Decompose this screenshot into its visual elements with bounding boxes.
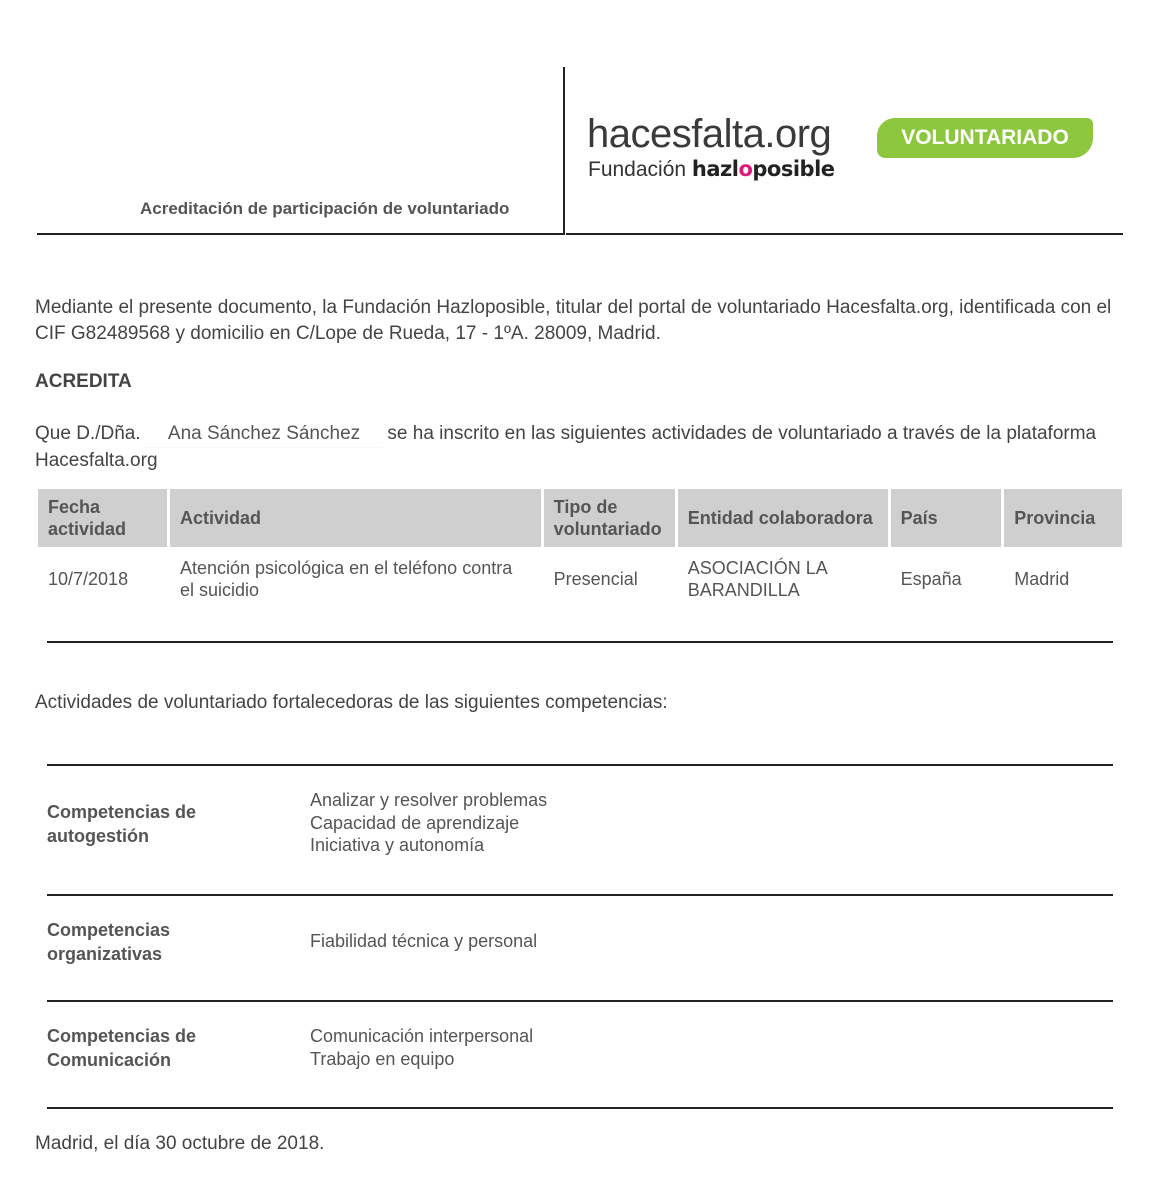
column-header: País [891, 489, 1002, 547]
intro-paragraph: Mediante el presente documento, la Fundación Hazloposible, titular del portal de voluntariado Hacesfalta.org, identificada con el CIF G82489568 y domicilio en C/Lope de Rueda, 17 - 1ºA. 28009, Madrid. [35, 297, 1112, 344]
table-bottom-rule [47, 641, 1113, 643]
competency-values [310, 930, 537, 953]
volunteer-name: Ana Sánchez Sánchez [146, 421, 382, 448]
competency-item: Capacidad de aprendizaje [310, 812, 520, 833]
competency-values [310, 1025, 533, 1070]
competency-label: Competencias de Comunicación [47, 1026, 197, 1070]
competency-label: Competencias de autogestión [47, 802, 197, 846]
column-header: Tipo de voluntariado [544, 489, 675, 547]
cell-entidad: ASOCIACIÓN LA BARANDILLA [687, 558, 827, 600]
hacesfalta-logo: hacesfalta.org [587, 112, 832, 156]
competencies-intro: Actividades de voluntariado fortalecedoras de las siguientes competencias: [35, 692, 668, 713]
competency-item: Analizar y resolver problemas [310, 790, 548, 810]
fundacion-prefix: Fundación [588, 158, 692, 181]
activities-header-row [38, 489, 1122, 547]
header-rule-right [566, 233, 1123, 235]
document-title: Acreditación de participación de voluntariado [140, 199, 510, 218]
cell-provincia: Madrid [1014, 569, 1070, 589]
competencies-rule [47, 1000, 1113, 1002]
competency-item: Trabajo en equipo [310, 1048, 455, 1069]
cell-actividad: Atención psicológica en el teléfono contra el suicidio [180, 558, 513, 600]
competency-item: Fiabilidad técnica y personal [310, 931, 538, 951]
competency-values [310, 789, 547, 857]
competency-item: Comunicación interpersonal [310, 1026, 534, 1046]
cell-tipo: Presencial [553, 569, 638, 589]
column-header: Provincia [1004, 489, 1122, 547]
cell-pais: España [900, 569, 962, 589]
competencies-rule [47, 894, 1113, 896]
column-header: Entidad colaboradora [678, 489, 888, 547]
cell-fecha: 10/7/2018 [48, 569, 129, 589]
voluntariado-badge: VOLUNTARIADO [877, 118, 1093, 158]
activities-table [35, 489, 1125, 611]
volunteer-statement [35, 421, 1125, 474]
fundacion-logo [588, 157, 835, 182]
table-row [38, 547, 1122, 611]
competencies-bottom-rule [47, 1107, 1113, 1109]
competencies-rule [47, 764, 1113, 766]
footer-date: Madrid, el día 30 octubre de 2018. [35, 1133, 325, 1154]
statement-suffix: se ha inscrito en las siguientes actividades de voluntariado a través de la plataforma Hacesfalta.org [35, 423, 1097, 471]
header-rule-left [37, 233, 564, 235]
competency-label: Competencias organizativas [47, 920, 171, 964]
statement-prefix: Que D./Dña. [35, 423, 141, 444]
acredita-heading: ACREDITA [35, 371, 132, 392]
competency-item: Iniciativa y autonomía [310, 835, 485, 855]
column-header: Fecha actividad [38, 489, 167, 547]
column-header: Actividad [170, 489, 541, 547]
hazloposible-wordmark: hazloposible [691, 157, 835, 181]
header-divider-vertical [563, 67, 565, 235]
